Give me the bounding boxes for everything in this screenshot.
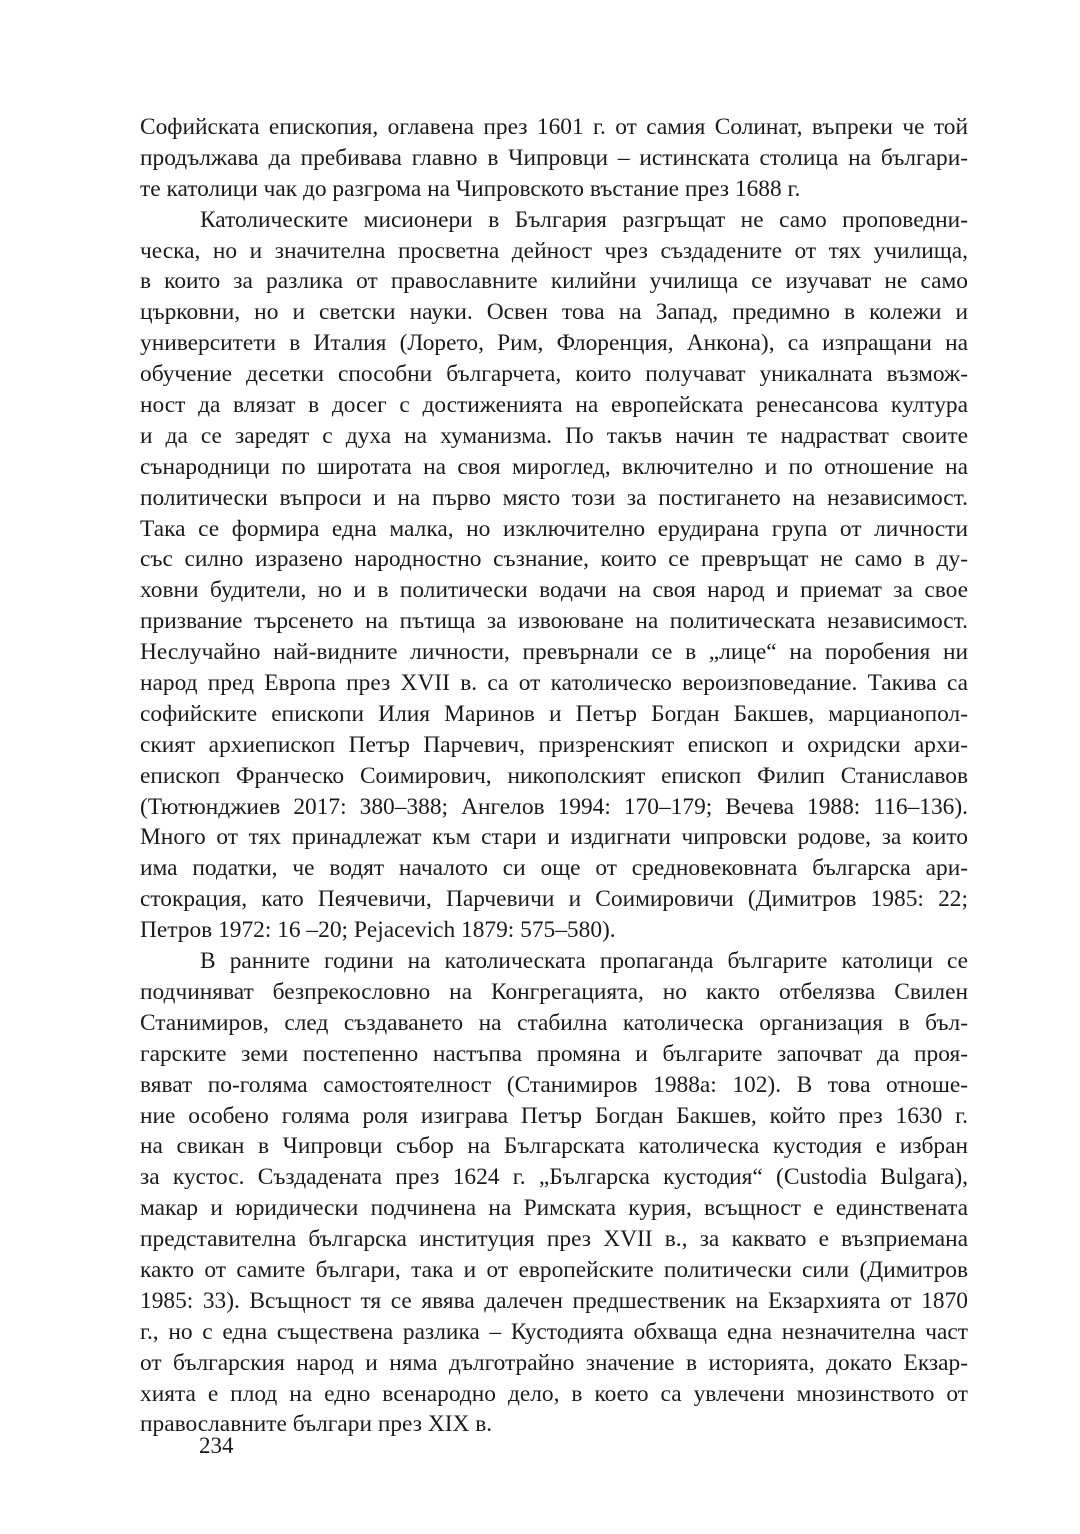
text-line: обучение десетки способни българчета, които получават уникалната възмож-: [140, 361, 968, 388]
text-line: в които за разлика от православните килийни училища се изучават не само: [140, 268, 968, 295]
text-line: Петров 1972: 16 –20; Pejacevich 1879: 575–580).: [140, 917, 616, 944]
text-line: 1985: 33). Всъщност тя се явява далечен предшественик на Екзархията от 1870: [140, 1287, 968, 1314]
text-line: те католици чак до разгрома на Чипровското въстание през 1688 г.: [140, 175, 801, 202]
text-line: ческа, но и значителна просветна дейност чрез създадените от тях училища,: [140, 237, 968, 264]
text-line: сънародници по широтата на своя мироглед, включително и по отношение на: [140, 453, 968, 480]
text-line: ние особено голяма роля изиграва Петър Богдан Бакшев, който през 1630 г.: [140, 1102, 968, 1129]
text-line: (Тютюнджиев 2017: 380–388; Ангелов 1994: 170–179; Вечева 1988: 116–136).: [140, 793, 968, 820]
text-line: стокрация, като Пеячевичи, Парчевичи и Соимировичи (Димитров 1985: 22;: [140, 886, 968, 913]
text-line: хията е плод на едно всенародно дело, в което са увлечени мнозинството от: [140, 1380, 968, 1407]
text-line: за кустос. Създадената през 1624 г. „Българска кустодия“ (Custodia Bulgara),: [140, 1164, 968, 1191]
text-line: има податки, че водят началото си още от средновековната българска ари-: [140, 855, 968, 882]
text-line: гарските земи постепенно настъпва промяна и българите започват да проя-: [140, 1040, 968, 1067]
page-number: 234: [199, 1433, 234, 1458]
text-line: Станимиров, след създаването на стабилна католическа организация в бъл-: [140, 1009, 968, 1036]
text-line: университети в Италия (Лорето, Рим, Флоренция, Анкона), са изпращани на: [140, 330, 968, 357]
text-line: Софийската епископия, оглавена през 1601 г. от самия Солинат, въпреки че той: [140, 114, 968, 140]
body-text: [140, 112, 968, 1440]
text-line: Много от тях принадлежат към стари и издигнати чипровски родове, за които: [140, 824, 968, 851]
text-line: и да се заредят с духа на хуманизма. По такъв начин те надрастват своите: [140, 422, 968, 449]
text-line: църковни, но и светски науки. Освен това на Запад, предимно в колежи и: [140, 299, 968, 326]
text-line: софийските епископи Илия Маринов и Петър Богдан Бакшев, марцианопол-: [140, 700, 968, 727]
text-line: ският архиепископ Петър Парчевич, призренският епископ и охридски архи-: [140, 731, 968, 758]
text-line: епископ Франческо Соимирович, никополският епископ Филип Станиславов: [140, 762, 968, 789]
text-line: призвание търсенето на пътища за извоюване на политическата независимост.: [140, 608, 968, 635]
text-line: Така се формира една малка, но изключително ерудирана група от личности: [140, 515, 968, 542]
text-line: г., но с една съществена разлика – Кустодията обхваща една незначителна част: [140, 1318, 968, 1345]
text-line: Неслучайно най-видните личности, превърнали се в „лице“ на поробения ни: [140, 639, 968, 666]
text-line: както от самите българи, така и от европейските политически сили (Димитров: [140, 1256, 968, 1283]
text-line: представителна българска институция през XVII в., за каквато е възприемана: [140, 1226, 968, 1253]
text-line: на свикан в Чипровци събор на Българската католическа кустодия е избран: [140, 1133, 968, 1160]
text-line: ност да влязат в досег с достиженията на европейската ренесансова култура: [140, 392, 968, 419]
text-line: със силно изразено народностно съзнание, които се превръщат не само в ду-: [140, 546, 968, 573]
text-line: подчиняват безпрекословно на Конгрегацията, но както отбелязва Свилен: [140, 978, 968, 1005]
text-line: ховни будители, но и в политически водачи на своя народ и приемат за свое: [140, 577, 968, 604]
text-line: народ пред Европа през XVII в. са от католическо вероизповедание. Такива са: [140, 670, 968, 697]
text-line: от българския народ и няма дълготрайно значение в историята, докато Екзар-: [140, 1349, 968, 1376]
text-line: макар и юридически подчинена на Римската курия, всъщност е единствената: [140, 1195, 968, 1222]
text-line: вяват по-голяма самостоятелност (Станимиров 1988а: 102). В това отноше-: [140, 1071, 968, 1098]
text-line: В ранните години на католическата пропаганда българите католици се: [200, 948, 968, 975]
text-line: продължава да пребивава главно в Чипровци – истинската столица на българи-: [140, 144, 968, 171]
text-line: Католическите мисионери в България разгръщат не само проповедни-: [200, 206, 968, 233]
text-line: политически въпроси и на първо място този за постигането на независимост.: [140, 484, 968, 511]
text-line: православните българи през XIX в.: [140, 1411, 493, 1438]
